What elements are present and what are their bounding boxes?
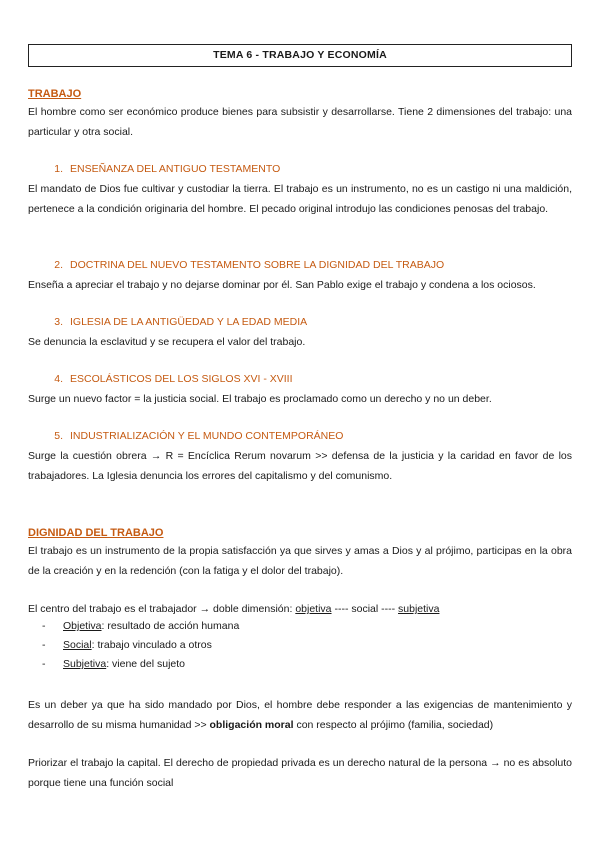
subheading-4 bbox=[28, 373, 293, 385]
centro-objetiva: objetiva bbox=[295, 603, 332, 615]
subheading-2 bbox=[28, 259, 444, 271]
subsection-text-2: Enseña a apreciar el trabajo y no dejarse dominar por él. San Pablo exige el trabajo y condena a los ociosos. bbox=[28, 279, 536, 291]
p3-text-a: Es un deber ya que ha sido mandado por Dios, el hombre debe responder a las exigencias de mantenimiento y desarrollo de su misma humanidad >> bbox=[28, 699, 572, 731]
subheading-number: 2. bbox=[54, 259, 63, 271]
subsection-text-3: Se denuncia la esclavitud y se recupera el valor del trabajo. bbox=[28, 336, 306, 348]
dignidad-centro-line bbox=[28, 600, 572, 620]
subheading-title: ENSEÑANZA DEL ANTIGUO TESTAMENTO bbox=[70, 163, 281, 175]
subsection-text-1: El mandato de Dios fue cultivar y custodiar la tierra. El trabajo es un instrumento, no es un castigo ni una maldición, pertenece a la condición originaria del hombre. El pecado original introdujo las condiciones penosas del trabajo. bbox=[28, 183, 572, 215]
centro-subjetiva: subjetiva bbox=[398, 603, 440, 615]
list-item-objetiva bbox=[42, 620, 239, 632]
centro-separator: ---- social ---- bbox=[331, 603, 399, 615]
subheading-title: ESCOLÁSTICOS DEL LOS SIGLOS XVI - XVIII bbox=[70, 373, 293, 385]
section-heading-dignidad: DIGNIDAD DEL TRABAJO bbox=[28, 527, 164, 539]
subheading-number: 1. bbox=[54, 163, 63, 175]
bullet-term: Social bbox=[63, 639, 92, 651]
dignidad-paragraph-1: El trabajo es un instrumento de la propia satisfacción ya que sirves y amas a Dios y al prójimo, participas en la obra de la creación y en la redención (con la fatiga y el dolor del trabajo). bbox=[28, 545, 572, 577]
bullet-dash: - bbox=[42, 639, 46, 651]
bullet-term: Objetiva bbox=[63, 620, 102, 632]
subheading-number: 5. bbox=[54, 430, 63, 442]
subsection-text-5: Surge la cuestión obrera → R = Encíclica Rerum novarum >> defensa de la justicia y la caridad en favor de los trabajadores. La Iglesia denuncia los errores del capitalismo y del comunismo. bbox=[28, 450, 572, 482]
subsection-text-4: Surge un nuevo factor = la justicia social. El trabajo es proclamado como un derecho y no un deber. bbox=[28, 393, 492, 405]
bullet-text: : resultado de acción humana bbox=[101, 620, 240, 632]
subheading-title: INDUSTRIALIZACIÓN Y EL MUNDO CONTEMPORÁNEO bbox=[70, 430, 344, 442]
document-page bbox=[28, 44, 572, 789]
bullet-text: : viene del sujeto bbox=[106, 658, 186, 670]
subheading-number: 4. bbox=[54, 373, 63, 385]
centro-prefix: El centro del trabajo es el trabajador → doble dimensión: bbox=[28, 603, 296, 615]
subheading-5 bbox=[28, 430, 343, 442]
bullet-term: Subjetiva bbox=[63, 658, 107, 670]
dignidad-paragraph-3 bbox=[28, 696, 572, 735]
p3-text-b: con respecto al prójimo (familia, sociedad) bbox=[293, 718, 494, 731]
bullet-dash: - bbox=[42, 620, 46, 632]
bullet-dash: - bbox=[42, 658, 46, 670]
bullet-text: : trabajo vinculado a otros bbox=[91, 639, 212, 651]
subheading-title: DOCTRINA DEL NUEVO TESTAMENTO SOBRE LA DIGNIDAD DEL TRABAJO bbox=[70, 259, 445, 271]
subheading-3 bbox=[28, 316, 307, 328]
p3-bold-term: obligación moral bbox=[209, 718, 294, 731]
section-heading-trabajo: TRABAJO bbox=[28, 88, 82, 100]
subheading-title: IGLESIA DE LA ANTIGÜEDAD Y LA EDAD MEDIA bbox=[70, 316, 308, 328]
document-title: TEMA 6 - TRABAJO Y ECONOMÍA bbox=[28, 44, 572, 67]
subheading-number: 3. bbox=[54, 316, 63, 328]
list-item-social bbox=[42, 639, 212, 651]
subheading-1 bbox=[28, 163, 280, 175]
dignidad-paragraph-4: Priorizar el trabajo la capital. El derecho de propiedad privada es un derecho natural de la persona → no es absoluto porque tiene una función social bbox=[28, 757, 572, 789]
list-item-subjetiva bbox=[42, 658, 185, 670]
trabajo-intro: El hombre como ser económico produce bienes para subsistir y desarrollarse. Tiene 2 dimensiones del trabajo: una particular y otra social. bbox=[28, 106, 572, 138]
